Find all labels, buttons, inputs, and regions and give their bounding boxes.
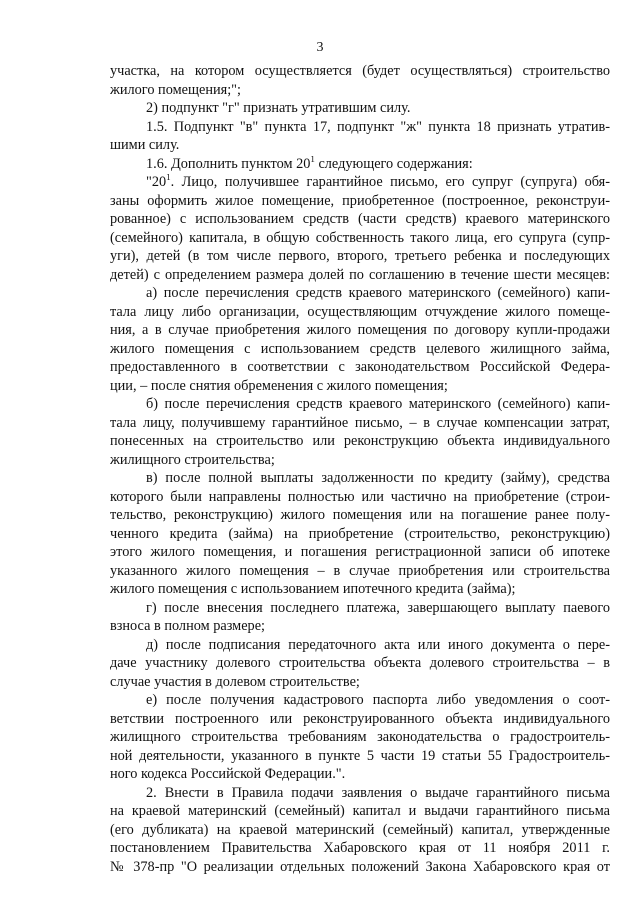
text-line-content: случае участия в долевом строительстве;: [110, 673, 360, 690]
text-line-content: ной деятельности, указанного в пункте 5 части 19 статьи 55 Градостроитель-: [110, 747, 610, 764]
superscript: 1: [166, 174, 171, 182]
text-line-content: ния, а в случае приобретения жилого помещения по договору купли-продажи: [110, 322, 610, 338]
text-line: [146, 156, 610, 173]
text-line: [110, 729, 610, 746]
text-line: [110, 82, 610, 99]
text-line-content: в) после полной выплаты задолженности по кредиту (займу), средства: [146, 470, 610, 486]
text-line: [110, 489, 610, 506]
text-line: [110, 859, 610, 876]
page-number: 3: [316, 40, 324, 55]
text-line-content: жилого помещения;";: [110, 81, 241, 98]
text-line-content: 1.5. Подпункт "в" пункта 17, подпункт "ж" пункта 18 признать утратив-: [146, 118, 610, 135]
text-line: [110, 748, 610, 765]
text-line-content: детей) с определением размера долей по соглашению в течение шести месяцев:: [110, 266, 610, 283]
text-line-content: жилищного строительства требованиям законодательства о градостроитель-: [110, 729, 610, 745]
text-line: [110, 137, 610, 154]
text-line: [110, 803, 610, 820]
text-line: [110, 581, 610, 598]
text-line-content: ции, – после снятия обременения с жилого помещения;: [110, 377, 448, 394]
text-line-content: жилищного строительства;: [110, 451, 275, 468]
text-line-content: е) после получения кадастрового паспорта либо уведомления о соот-: [146, 692, 610, 708]
text-line-content: тельство, реконструкцию) жилого помещения или на погашение ранее полу-: [110, 507, 610, 523]
text-line-content: тала лицу, получившему гарантийное письмо, – в случае компенсации затрат,: [110, 414, 610, 431]
text-line: [110, 304, 610, 321]
text-line: [146, 785, 610, 802]
text-line: [110, 211, 610, 228]
text-line-content: указанного жилого помещения – в случае приобретения или строительства: [110, 562, 610, 579]
text-line-content: участка, на котором осуществляется (будет осуществляться) строительство: [110, 63, 610, 79]
text-line-content: "20: [146, 174, 167, 190]
text-line-content: предоставленного в соответствии с законодательством Российской Федера-: [110, 359, 610, 375]
text-line-content: № 378-пр "О реализации отдельных положений Закона Хабаровского края от: [110, 858, 610, 875]
text-line: [110, 840, 610, 857]
text-line: [146, 637, 610, 654]
text-line-content: 2. Внести в Правила подачи заявления о выдаче гарантийного письма: [146, 784, 610, 801]
text-line: [146, 470, 610, 487]
text-line: [110, 618, 610, 635]
text-line: [110, 322, 610, 339]
text-line-content: ного кодекса Российской Федерации.".: [110, 766, 346, 782]
text-line: [110, 341, 610, 358]
text-line-content: заны оформить жилое помещение, приобретенное (построенное, реконструи-: [110, 192, 610, 209]
text-line: [146, 174, 610, 191]
text-line: [110, 248, 610, 265]
text-line: [110, 230, 610, 247]
text-line: [110, 415, 610, 432]
text-line-content: постановлением Правительства Хабаровского края от 11 ноября 2011 г.: [110, 840, 610, 856]
text-line-content: этого жилого помещения, и погашения регистрационной записи об ипотеке: [110, 544, 610, 560]
text-line-content: г) после внесения последнего платежа, завершающего выплату паевого: [146, 599, 610, 616]
text-line: [146, 600, 610, 617]
text-line: [110, 766, 610, 783]
text-line-content: рованное) с использованием средств (части средств) краевого материнского: [110, 211, 610, 227]
text-line-content: понесенных на строительство или реконструкцию объекта индивидуального: [110, 433, 610, 449]
text-line: [110, 193, 610, 210]
text-line-content: жилого помещения с использованием средств целевого жилищного займа,: [110, 340, 610, 357]
text-line: [146, 692, 610, 709]
text-line: [146, 100, 610, 117]
text-line-content: а) после перечисления средств краевого материнского (семейного) капи-: [146, 285, 610, 301]
text-line-content: даче участнику долевого строительства объекта долевого строительства – в: [110, 655, 610, 671]
text-line-continuation: следующего содержания:: [314, 155, 473, 172]
text-line: [110, 655, 610, 672]
text-line-content: 1.6. Дополнить пунктом 20: [146, 155, 311, 172]
text-line: [110, 822, 610, 839]
text-line: [110, 359, 610, 376]
text-line-content: ченного кредита (займа) на приобретение (строительство, реконструкцию): [110, 525, 610, 542]
text-line: [110, 544, 610, 561]
text-line: [110, 674, 610, 691]
text-line-content: тала лицу либо организации, осуществляющим отчуждение жилого помеще-: [110, 303, 610, 320]
text-line: [110, 433, 610, 450]
text-line: [110, 526, 610, 543]
text-line-content: уги), детей (в том числе первого, второго, третьего ребенка и последующих: [110, 248, 610, 264]
text-line-content: (семейного) капитала, в общую собственность такого лица, его супруга (супр-: [110, 229, 610, 246]
text-line: [146, 119, 610, 136]
text-line-content: жилого помещения с использованием ипотечного кредита (займа);: [110, 581, 516, 597]
text-line-content: взноса в полном размере;: [110, 618, 266, 634]
text-line: [146, 285, 610, 302]
text-line: [110, 452, 610, 469]
text-line-content: б) после перечисления средств краевого материнского (семейного) капи-: [146, 396, 610, 412]
text-line: [110, 378, 610, 395]
superscript: 1: [310, 155, 315, 164]
text-line-content: ветствии построенного или реконструированного объекта индивидуального: [110, 710, 610, 727]
text-line-content: шими силу.: [110, 137, 180, 153]
text-line-content: которого были направлены полностью или частично на приобретение (строи-: [110, 488, 610, 505]
text-line: [110, 63, 610, 80]
text-line: [146, 396, 610, 413]
text-line: [110, 563, 610, 580]
text-line: [110, 507, 610, 524]
text-line: [110, 267, 610, 284]
text-line-content: на краевой материнский (семейный) капитал и выдачи гарантийного письма: [110, 803, 610, 819]
text-line: [110, 711, 610, 728]
text-line-content: д) после подписания передаточного акта или иного документа о пере-: [146, 636, 610, 653]
text-line-continuation: . Лицо, получившее гарантийное письмо, его супруг (супруга) обя-: [170, 174, 610, 190]
text-line-content: 2) подпункт "г" признать утратившим силу.: [146, 100, 411, 116]
text-line-content: (его дубликата) на краевой материнский (семейный) капитал, утвержденные: [110, 821, 610, 838]
